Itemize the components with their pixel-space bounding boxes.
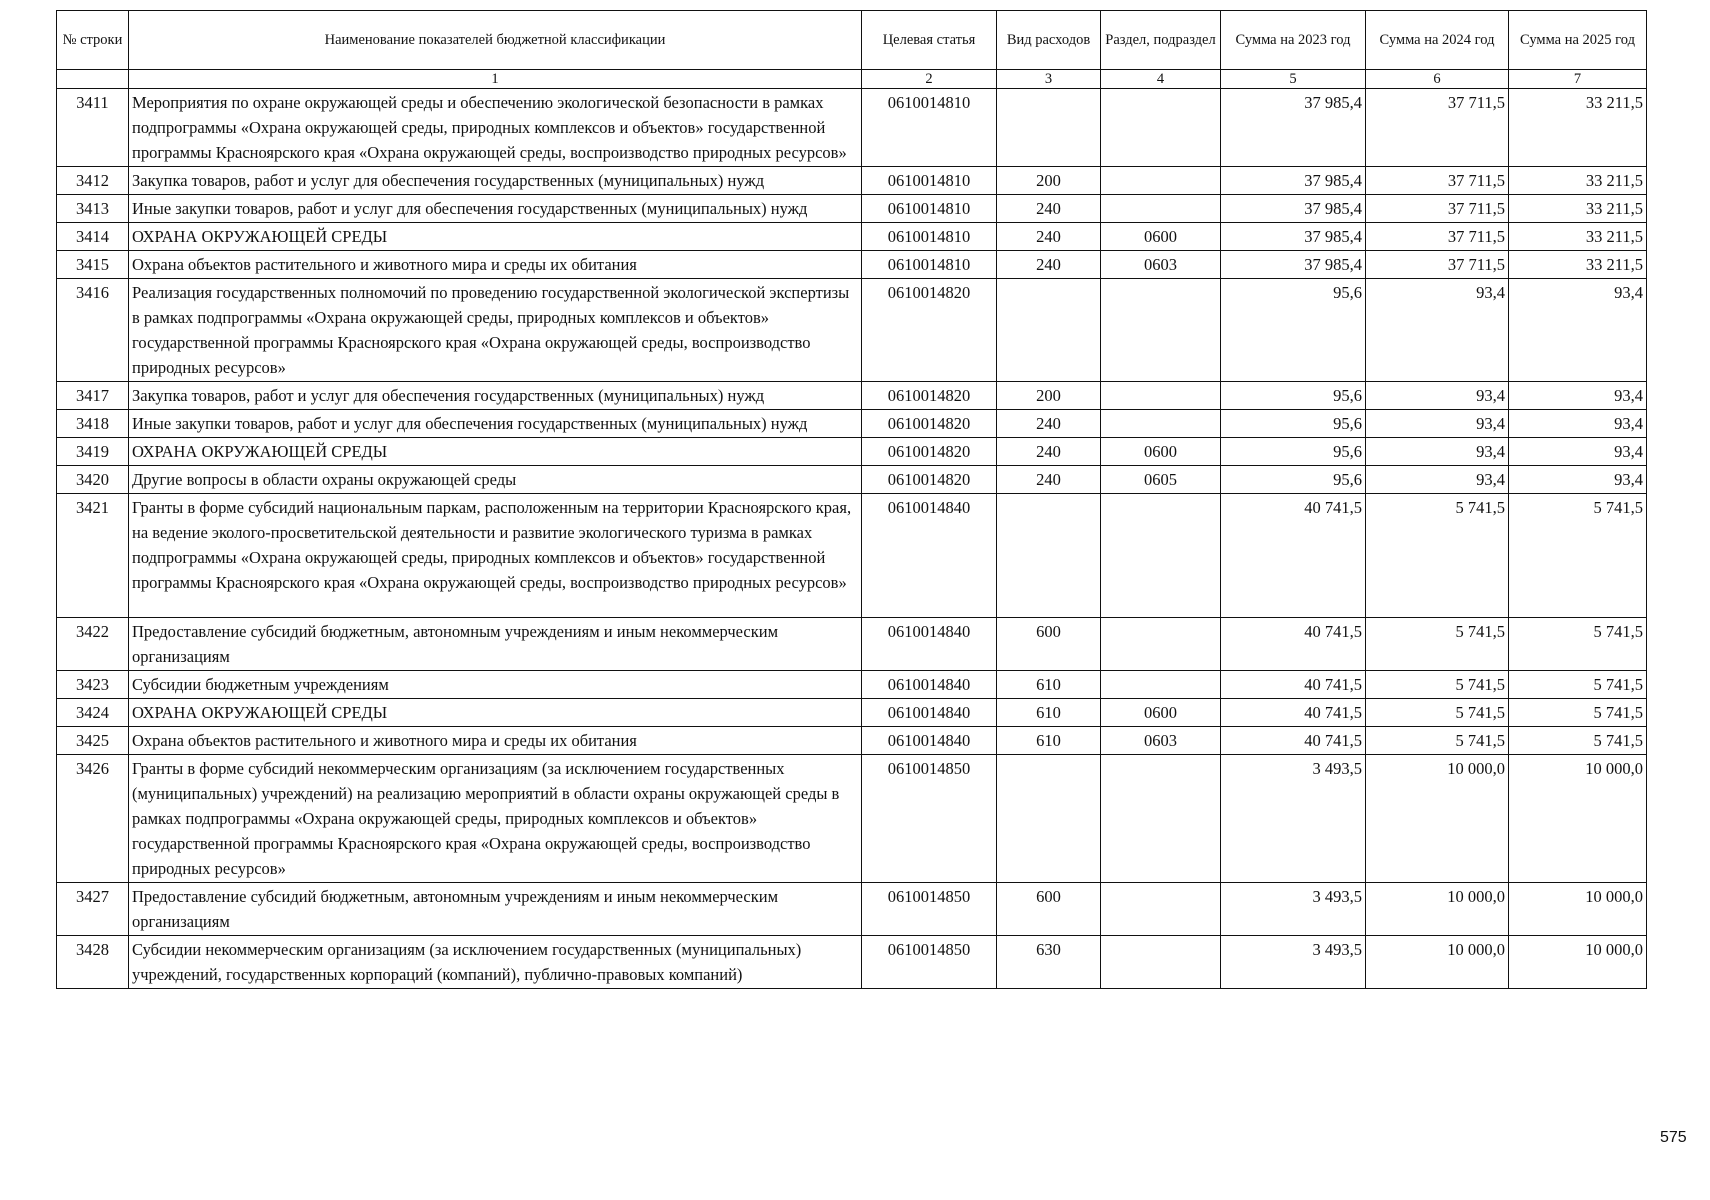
section-subsection bbox=[1101, 89, 1221, 167]
expense-type: 240 bbox=[997, 195, 1101, 223]
row-name: Субсидии некоммерческим организациям (за исключением государственных (муниципальных) учреждений, государственных корпораций (компаний), публично-правовых компаний) bbox=[129, 936, 862, 989]
sum-2025: 93,4 bbox=[1509, 438, 1647, 466]
expense-type: 240 bbox=[997, 410, 1101, 438]
table-row bbox=[57, 251, 1647, 279]
target-article: 0610014840 bbox=[862, 671, 997, 699]
row-number: 3413 bbox=[57, 195, 129, 223]
row-name: Предоставление субсидий бюджетным, автономным учреждениям и иным некоммерческим организациям bbox=[129, 618, 862, 671]
table-row bbox=[57, 618, 1647, 671]
column-number: 5 bbox=[1221, 70, 1366, 89]
table-row bbox=[57, 89, 1647, 167]
sum-2023: 3 493,5 bbox=[1221, 936, 1366, 989]
sum-2024: 93,4 bbox=[1366, 438, 1509, 466]
sum-2023: 3 493,5 bbox=[1221, 883, 1366, 936]
header-sum-2024: Сумма на 2024 год bbox=[1366, 11, 1509, 70]
table-row bbox=[57, 279, 1647, 382]
sum-2025: 5 741,5 bbox=[1509, 494, 1647, 618]
section-subsection: 0605 bbox=[1101, 466, 1221, 494]
row-number: 3422 bbox=[57, 618, 129, 671]
row-name: Охрана объектов растительного и животного мира и среды их обитания bbox=[129, 727, 862, 755]
column-number: 2 bbox=[862, 70, 997, 89]
sum-2024: 5 741,5 bbox=[1366, 699, 1509, 727]
expense-type: 240 bbox=[997, 251, 1101, 279]
sum-2024: 37 711,5 bbox=[1366, 251, 1509, 279]
column-number: 6 bbox=[1366, 70, 1509, 89]
sum-2024: 37 711,5 bbox=[1366, 223, 1509, 251]
row-number: 3418 bbox=[57, 410, 129, 438]
sum-2023: 40 741,5 bbox=[1221, 494, 1366, 618]
column-number: 7 bbox=[1509, 70, 1647, 89]
row-name: Реализация государственных полномочий по проведению государственной экологической экспертизы в рамках подпрограммы «Охрана окружающей среды, природных комплексов и объектов» государственной программы Красноярского края «Охрана окружающей среды, воспроизводство природных ресурсов» bbox=[129, 279, 862, 382]
row-number: 3421 bbox=[57, 494, 129, 618]
row-number: 3416 bbox=[57, 279, 129, 382]
header-sum-2025: Сумма на 2025 год bbox=[1509, 11, 1647, 70]
target-article: 0610014840 bbox=[862, 618, 997, 671]
sum-2025: 93,4 bbox=[1509, 382, 1647, 410]
section-subsection bbox=[1101, 936, 1221, 989]
sum-2023: 95,6 bbox=[1221, 466, 1366, 494]
header-name: Наименование показателей бюджетной классификации bbox=[129, 11, 862, 70]
table-row bbox=[57, 936, 1647, 989]
section-subsection bbox=[1101, 671, 1221, 699]
section-subsection bbox=[1101, 494, 1221, 618]
sum-2024: 10 000,0 bbox=[1366, 755, 1509, 883]
row-name: Предоставление субсидий бюджетным, автономным учреждениям и иным некоммерческим организациям bbox=[129, 883, 862, 936]
section-subsection bbox=[1101, 618, 1221, 671]
sum-2025: 10 000,0 bbox=[1509, 755, 1647, 883]
target-article: 0610014820 bbox=[862, 438, 997, 466]
section-subsection: 0600 bbox=[1101, 223, 1221, 251]
target-article: 0610014840 bbox=[862, 699, 997, 727]
sum-2025: 5 741,5 bbox=[1509, 727, 1647, 755]
section-subsection bbox=[1101, 167, 1221, 195]
section-subsection: 0603 bbox=[1101, 251, 1221, 279]
table-row bbox=[57, 755, 1647, 883]
table-row bbox=[57, 438, 1647, 466]
row-name: ОХРАНА ОКРУЖАЮЩЕЙ СРЕДЫ bbox=[129, 223, 862, 251]
sum-2023: 40 741,5 bbox=[1221, 671, 1366, 699]
row-name: Мероприятия по охране окружающей среды и обеспечению экологической безопасности в рамках подпрограммы «Охрана окружающей среды, природных комплексов и объектов» государственной программы Красноярского края «Охрана окружающей среды, воспроизводство природных ресурсов» bbox=[129, 89, 862, 167]
row-number: 3423 bbox=[57, 671, 129, 699]
sum-2023: 95,6 bbox=[1221, 279, 1366, 382]
sum-2025: 33 211,5 bbox=[1509, 167, 1647, 195]
sum-2025: 33 211,5 bbox=[1509, 89, 1647, 167]
sum-2023: 3 493,5 bbox=[1221, 755, 1366, 883]
table-row bbox=[57, 671, 1647, 699]
sum-2024: 93,4 bbox=[1366, 279, 1509, 382]
row-name: Гранты в форме субсидий некоммерческим организациям (за исключением государственных (муниципальных) учреждений) на реализацию мероприятий в области охраны окружающей среды в рамках подпрограммы «Охрана окружающей среды, природных комплексов и объектов» государственной программы Красноярского края «Охрана окружающей среды, воспроизводство природных ресурсов» bbox=[129, 755, 862, 883]
expense-type: 600 bbox=[997, 883, 1101, 936]
sum-2024: 93,4 bbox=[1366, 410, 1509, 438]
expense-type: 630 bbox=[997, 936, 1101, 989]
row-number: 3427 bbox=[57, 883, 129, 936]
row-number: 3424 bbox=[57, 699, 129, 727]
column-number bbox=[57, 70, 129, 89]
header-exp-type: Вид расходов bbox=[997, 11, 1101, 70]
header-sum-2023: Сумма на 2023 год bbox=[1221, 11, 1366, 70]
table-row bbox=[57, 494, 1647, 618]
sum-2023: 37 985,4 bbox=[1221, 167, 1366, 195]
row-name: Субсидии бюджетным учреждениям bbox=[129, 671, 862, 699]
sum-2023: 40 741,5 bbox=[1221, 699, 1366, 727]
sum-2024: 5 741,5 bbox=[1366, 618, 1509, 671]
sum-2024: 37 711,5 bbox=[1366, 167, 1509, 195]
expense-type: 610 bbox=[997, 699, 1101, 727]
row-number: 3428 bbox=[57, 936, 129, 989]
row-name: Закупка товаров, работ и услуг для обеспечения государственных (муниципальных) нужд bbox=[129, 382, 862, 410]
table-row bbox=[57, 382, 1647, 410]
table-row bbox=[57, 883, 1647, 936]
sum-2024: 10 000,0 bbox=[1366, 883, 1509, 936]
target-article: 0610014810 bbox=[862, 167, 997, 195]
expense-type: 610 bbox=[997, 671, 1101, 699]
row-number: 3419 bbox=[57, 438, 129, 466]
row-name: Иные закупки товаров, работ и услуг для обеспечения государственных (муниципальных) нужд bbox=[129, 410, 862, 438]
sum-2024: 5 741,5 bbox=[1366, 494, 1509, 618]
row-number: 3425 bbox=[57, 727, 129, 755]
sum-2024: 37 711,5 bbox=[1366, 89, 1509, 167]
target-article: 0610014850 bbox=[862, 883, 997, 936]
row-number: 3412 bbox=[57, 167, 129, 195]
row-number: 3415 bbox=[57, 251, 129, 279]
section-subsection bbox=[1101, 410, 1221, 438]
header-row-no: № строки bbox=[57, 11, 129, 70]
target-article: 0610014810 bbox=[862, 251, 997, 279]
target-article: 0610014850 bbox=[862, 936, 997, 989]
section-subsection bbox=[1101, 382, 1221, 410]
section-subsection: 0600 bbox=[1101, 438, 1221, 466]
target-article: 0610014850 bbox=[862, 755, 997, 883]
sum-2023: 95,6 bbox=[1221, 410, 1366, 438]
section-subsection: 0600 bbox=[1101, 699, 1221, 727]
sum-2025: 33 211,5 bbox=[1509, 195, 1647, 223]
sum-2023: 95,6 bbox=[1221, 382, 1366, 410]
table-row bbox=[57, 223, 1647, 251]
sum-2023: 37 985,4 bbox=[1221, 251, 1366, 279]
budget-table bbox=[56, 10, 1647, 989]
sum-2024: 93,4 bbox=[1366, 466, 1509, 494]
expense-type bbox=[997, 89, 1101, 167]
section-subsection bbox=[1101, 883, 1221, 936]
row-name: Иные закупки товаров, работ и услуг для обеспечения государственных (муниципальных) нужд bbox=[129, 195, 862, 223]
sum-2023: 37 985,4 bbox=[1221, 195, 1366, 223]
header-row bbox=[57, 11, 1647, 70]
sum-2024: 37 711,5 bbox=[1366, 195, 1509, 223]
row-name: Охрана объектов растительного и животного мира и среды их обитания bbox=[129, 251, 862, 279]
sum-2025: 93,4 bbox=[1509, 279, 1647, 382]
expense-type: 200 bbox=[997, 167, 1101, 195]
sum-2023: 37 985,4 bbox=[1221, 223, 1366, 251]
table-row bbox=[57, 410, 1647, 438]
target-article: 0610014820 bbox=[862, 279, 997, 382]
sum-2025: 93,4 bbox=[1509, 466, 1647, 494]
target-article: 0610014820 bbox=[862, 466, 997, 494]
expense-type: 600 bbox=[997, 618, 1101, 671]
expense-type: 200 bbox=[997, 382, 1101, 410]
target-article: 0610014820 bbox=[862, 382, 997, 410]
expense-type bbox=[997, 755, 1101, 883]
section-subsection bbox=[1101, 279, 1221, 382]
sum-2023: 40 741,5 bbox=[1221, 727, 1366, 755]
section-subsection bbox=[1101, 195, 1221, 223]
target-article: 0610014810 bbox=[862, 89, 997, 167]
sum-2025: 10 000,0 bbox=[1509, 936, 1647, 989]
sum-2025: 5 741,5 bbox=[1509, 699, 1647, 727]
section-subsection: 0603 bbox=[1101, 727, 1221, 755]
column-number: 1 bbox=[129, 70, 862, 89]
sum-2023: 37 985,4 bbox=[1221, 89, 1366, 167]
expense-type bbox=[997, 279, 1101, 382]
table-row bbox=[57, 699, 1647, 727]
row-number: 3414 bbox=[57, 223, 129, 251]
header-target: Целевая статья bbox=[862, 11, 997, 70]
sum-2025: 5 741,5 bbox=[1509, 618, 1647, 671]
expense-type: 240 bbox=[997, 466, 1101, 494]
expense-type: 610 bbox=[997, 727, 1101, 755]
row-number: 3426 bbox=[57, 755, 129, 883]
target-article: 0610014840 bbox=[862, 727, 997, 755]
row-number: 3411 bbox=[57, 89, 129, 167]
sum-2025: 93,4 bbox=[1509, 410, 1647, 438]
row-number: 3417 bbox=[57, 382, 129, 410]
target-article: 0610014820 bbox=[862, 410, 997, 438]
budget-document bbox=[56, 10, 1646, 989]
sum-2024: 5 741,5 bbox=[1366, 727, 1509, 755]
expense-type bbox=[997, 494, 1101, 618]
sum-2025: 5 741,5 bbox=[1509, 671, 1647, 699]
row-name: Гранты в форме субсидий национальным паркам, расположенным на территории Красноярского края, на ведение эколого-просветительской деятельности и развитие экологического туризма в рамках подпрограммы «Охрана окружающей среды, природных комплексов и объектов» государственной программы Красноярского края «Охрана окружающей среды, воспроизводство природных ресурсов» bbox=[129, 494, 862, 618]
table-row bbox=[57, 466, 1647, 494]
row-name: ОХРАНА ОКРУЖАЮЩЕЙ СРЕДЫ bbox=[129, 699, 862, 727]
column-number-row bbox=[57, 70, 1647, 89]
sum-2023: 40 741,5 bbox=[1221, 618, 1366, 671]
column-number: 3 bbox=[997, 70, 1101, 89]
sum-2025: 33 211,5 bbox=[1509, 251, 1647, 279]
sum-2025: 33 211,5 bbox=[1509, 223, 1647, 251]
sum-2024: 93,4 bbox=[1366, 382, 1509, 410]
sum-2023: 95,6 bbox=[1221, 438, 1366, 466]
header-section: Раздел, подраздел bbox=[1101, 11, 1221, 70]
target-article: 0610014810 bbox=[862, 223, 997, 251]
sum-2024: 10 000,0 bbox=[1366, 936, 1509, 989]
sum-2025: 10 000,0 bbox=[1509, 883, 1647, 936]
expense-type: 240 bbox=[997, 438, 1101, 466]
row-name: Другие вопросы в области охраны окружающей среды bbox=[129, 466, 862, 494]
table-row bbox=[57, 195, 1647, 223]
target-article: 0610014840 bbox=[862, 494, 997, 618]
expense-type: 240 bbox=[997, 223, 1101, 251]
table-row bbox=[57, 727, 1647, 755]
sum-2024: 5 741,5 bbox=[1366, 671, 1509, 699]
column-number: 4 bbox=[1101, 70, 1221, 89]
page-number: 575 bbox=[1660, 1129, 1687, 1146]
row-name: ОХРАНА ОКРУЖАЮЩЕЙ СРЕДЫ bbox=[129, 438, 862, 466]
table-row bbox=[57, 167, 1647, 195]
target-article: 0610014810 bbox=[862, 195, 997, 223]
row-name: Закупка товаров, работ и услуг для обеспечения государственных (муниципальных) нужд bbox=[129, 167, 862, 195]
section-subsection bbox=[1101, 755, 1221, 883]
row-number: 3420 bbox=[57, 466, 129, 494]
